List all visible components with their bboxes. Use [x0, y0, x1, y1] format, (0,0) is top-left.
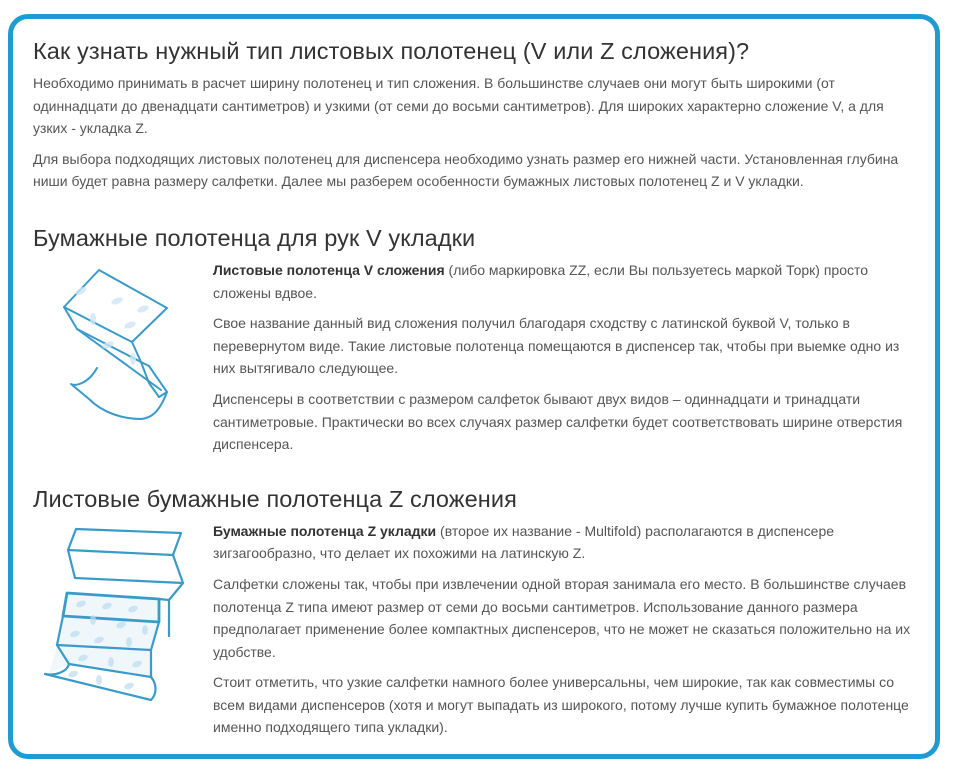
lead-paragraph: [213, 259, 913, 304]
z-fold-towel-illustration: [33, 522, 213, 722]
heading-choose-type: Как узнать нужный тип листовых полотенец (V или Z сложения)?: [33, 38, 750, 64]
heading-z-fold: Листовые бумажные полотенца Z сложения: [33, 485, 517, 512]
lead-rest: (либо маркировка ZZ, если Вы пользуетесь маркой Торк) просто сложены вдвое.: [213, 261, 869, 301]
heading-v-fold: Бумажные полотенца для рук V укладки: [33, 224, 476, 251]
paragraph: Для выбора подходящих листовых полотенец для диспенсера необходимо узнать размер его нижней части. Установленная глубина ниши будет равна размеру салфетки. Далее мы разберем особенности бумажных листовых полотенец Z и V укладки.: [33, 150, 899, 190]
v-fold-text: [213, 259, 913, 456]
lead-bold: Бумажные полотенца Z укладки: [213, 522, 437, 539]
lead-bold: Листовые полотенца V сложения: [213, 261, 445, 278]
lead-rest: (второе их название - Multifold) располагаются в диспенсере зигзагообразно, что делает их похожими на латинскую Z.: [213, 522, 835, 562]
article: [33, 36, 913, 747]
v-fold-towel-icon: [33, 263, 213, 433]
paragraph: Диспенсеры в соответствии с размером салфеток бывают двух видов – одиннадцати и тринадцати сантиметровые. Практически во всех случаях размер салфетки будет соответствовать ширине отверстия диспенсера.: [213, 390, 903, 453]
lead-paragraph: [213, 520, 913, 565]
paragraph: Необходимо принимать в расчет ширину полотенец и тип сложения. В большинстве случаев они могут быть широкими (от одиннадцати до двенадцати сантиметров) и узкими (от семи до восьми сантиметров). Для широких характерно сложение V, а для узких - укладка Z.: [33, 75, 884, 137]
section-z-fold: [33, 484, 913, 747]
section-v-fold: [33, 223, 913, 464]
paragraph: Свое название данный вид сложения получил благодаря сходству с латинской буквой V, только в перевернутом виде. Такие листовые полотенца помещаются в диспенсер так, чтобы при выемке одно из них вытягивало следующее.: [213, 315, 900, 377]
paragraph: Салфетки сложены так, чтобы при извлечении одной вторая занимала его место. В большинстве случаев полотенца Z типа имеют размер от семи до восьми сантиметров. Использование данного размера предполагает применение более компактных диспенсеров, что не может не сказаться положительно на их удобстве.: [213, 575, 911, 660]
paragraph: Стоит отметить, что узкие салфетки намного более универсальны, чем широкие, так как совместимы со всем видами диспенсеров (хотя и могут выпадать из широкого, потому лучше купить бумажное полотенце именно подходящего типа укладки).: [213, 674, 909, 736]
section-choose-type: [33, 36, 913, 201]
v-fold-towel-illustration: [33, 263, 213, 433]
z-fold-towel-icon: [33, 522, 213, 722]
